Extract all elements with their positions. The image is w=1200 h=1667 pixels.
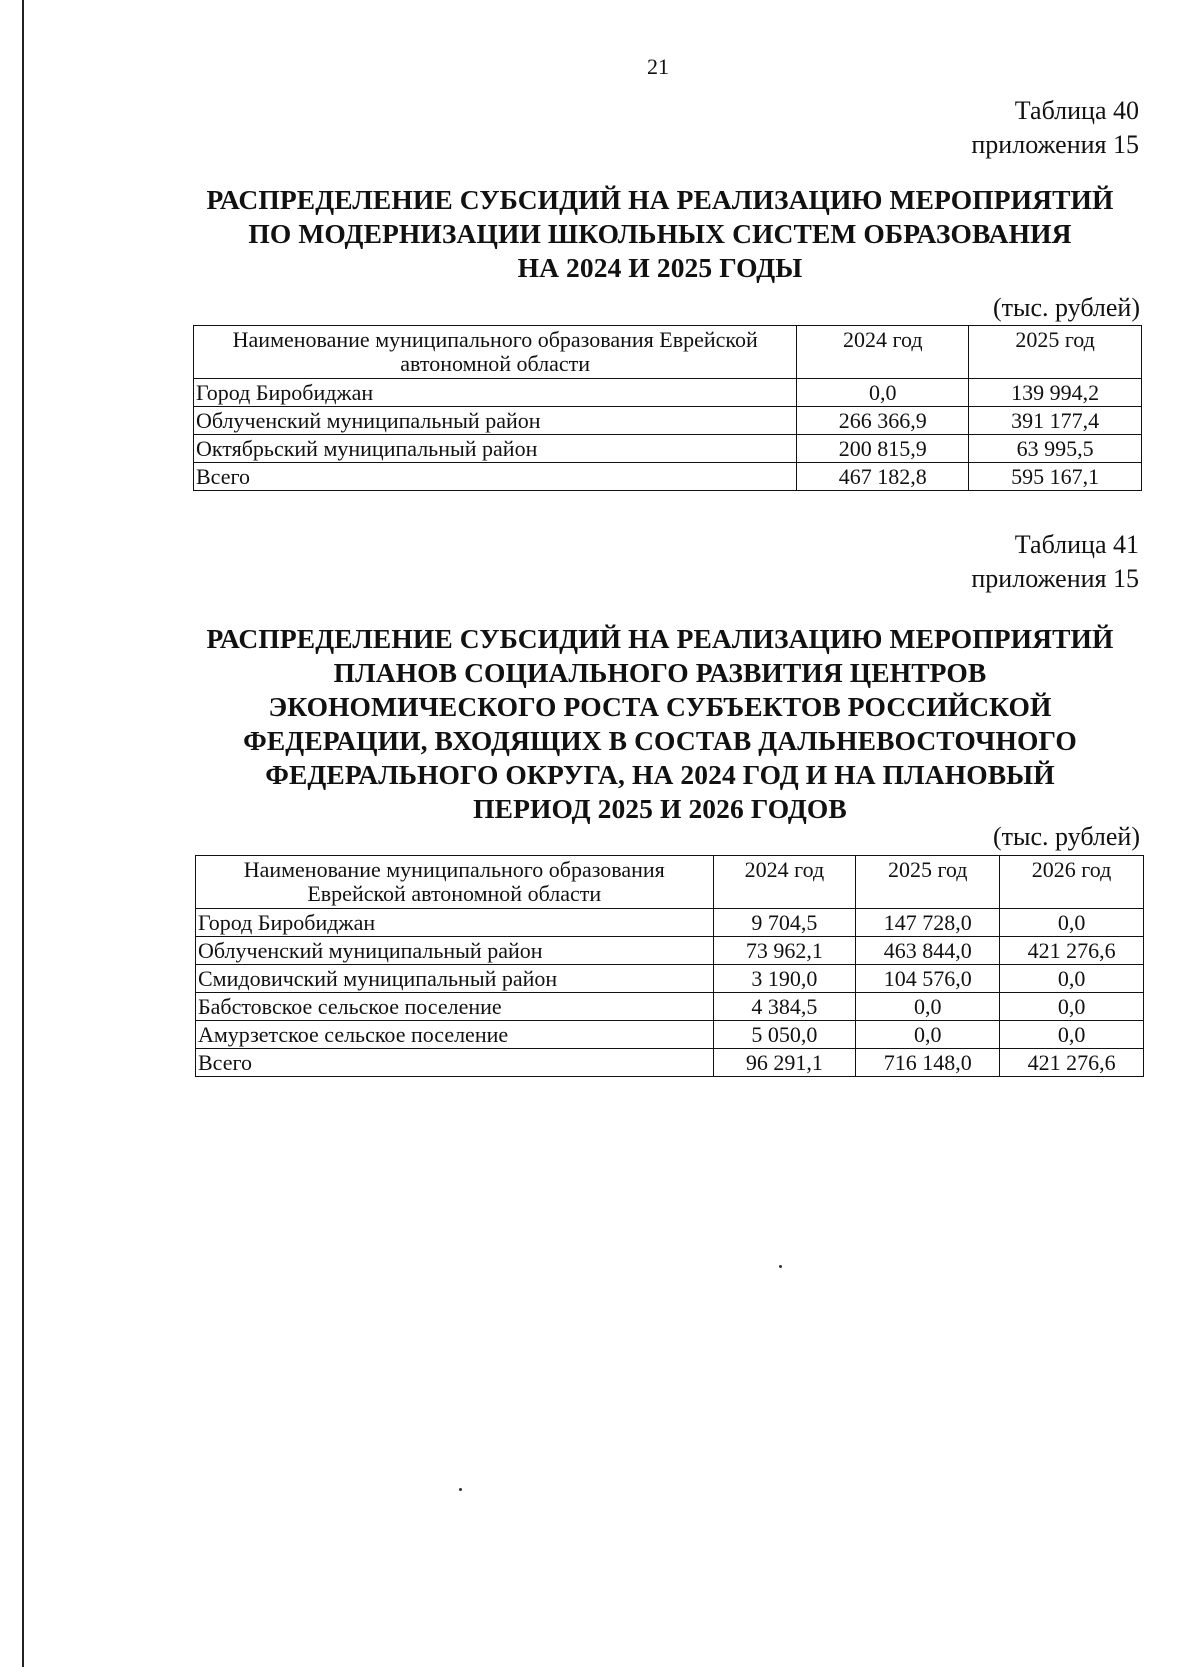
table41-title-line: ФЕДЕРАЛЬНОГО ОКРУГА, НА 2024 ГОД И НА ПЛАНОВЫЙ bbox=[265, 759, 1055, 790]
table40-cell-name: Город Биробиджан bbox=[194, 379, 797, 407]
table40-unit: (тыс. рублей) bbox=[992, 293, 1140, 322]
table41-header-row bbox=[196, 856, 1144, 909]
table-row bbox=[194, 435, 1142, 463]
table41-caption-appendix: приложения 15 bbox=[971, 564, 1139, 593]
table41-cell-2026: 0,0 bbox=[1000, 965, 1144, 993]
table41-cell-2024: 73 962,1 bbox=[713, 937, 856, 965]
table41-title-line: РАСПРЕДЕЛЕНИЕ СУБСИДИЙ НА РЕАЛИЗАЦИЮ МЕРОПРИЯТИЙ bbox=[206, 623, 1114, 654]
table40-title-line: РАСПРЕДЕЛЕНИЕ СУБСИДИЙ НА РЕАЛИЗАЦИЮ МЕРОПРИЯТИЙ bbox=[206, 184, 1114, 215]
table41-unit: (тыс. рублей) bbox=[992, 822, 1140, 851]
table40-cell-2024: 467 182,8 bbox=[797, 463, 969, 491]
table41-cell-2024: 9 704,5 bbox=[713, 909, 856, 937]
table41-header-2024: 2024 год bbox=[713, 856, 856, 909]
table41-cell-2024: 3 190,0 bbox=[713, 965, 856, 993]
table41-cell-2025: 716 148,0 bbox=[856, 1049, 1000, 1077]
table41-cell-name: Облученский муниципальный район bbox=[196, 937, 714, 965]
table41-cell-2024: 4 384,5 bbox=[713, 993, 856, 1021]
table40 bbox=[193, 325, 1142, 491]
table40-cell-2025: 595 167,1 bbox=[969, 463, 1142, 491]
table41-header-2026: 2026 год bbox=[1000, 856, 1144, 909]
table41-cell-name: Бабстовское сельское поселение bbox=[196, 993, 714, 1021]
table41-caption-number: Таблица 41 bbox=[1014, 530, 1139, 559]
table-row bbox=[196, 909, 1144, 937]
table-row bbox=[196, 965, 1144, 993]
table41-cell-2026: 421 276,6 bbox=[1000, 937, 1144, 965]
page-number: 21 bbox=[647, 54, 669, 79]
table41-title-line: ПЕРИОД 2025 И 2026 ГОДОВ bbox=[473, 793, 847, 824]
scan-speck bbox=[779, 1265, 782, 1268]
table41-cell-name: Всего bbox=[196, 1049, 714, 1077]
table41-title-line: ЭКОНОМИЧЕСКОГО РОСТА СУБЪЕКТОВ РОССИЙСКОЙ bbox=[268, 691, 1052, 722]
table41-cell-2025: 0,0 bbox=[856, 993, 1000, 1021]
table40-cell-2025: 139 994,2 bbox=[969, 379, 1142, 407]
table41-cell-2025: 0,0 bbox=[856, 1021, 1000, 1049]
table40-header-2024: 2024 год bbox=[797, 326, 969, 379]
table-row-total bbox=[196, 1049, 1144, 1077]
table41-cell-name: Амурзетское сельское поселение bbox=[196, 1021, 714, 1049]
table41-header-2025: 2025 год bbox=[856, 856, 1000, 909]
table40-title bbox=[180, 183, 1140, 285]
table40-cell-name: Всего bbox=[194, 463, 797, 491]
table41-title bbox=[180, 622, 1140, 826]
table-row-total bbox=[194, 463, 1142, 491]
table41-caption bbox=[971, 528, 1139, 596]
scan-speck bbox=[459, 1488, 462, 1491]
table41-cell-2025: 463 844,0 bbox=[856, 937, 1000, 965]
table40-cell-2024: 266 366,9 bbox=[797, 407, 969, 435]
table-row bbox=[194, 379, 1142, 407]
table-row bbox=[196, 937, 1144, 965]
table-row bbox=[196, 1021, 1144, 1049]
table40-title-line: НА 2024 И 2025 ГОДЫ bbox=[517, 252, 803, 283]
table41-cell-2025: 104 576,0 bbox=[856, 965, 1000, 993]
table41-cell-name: Город Биробиджан bbox=[196, 909, 714, 937]
table40-caption-number: Таблица 40 bbox=[1014, 96, 1139, 125]
table40-cell-name: Октябрьский муниципальный район bbox=[194, 435, 797, 463]
table41-cell-2024: 5 050,0 bbox=[713, 1021, 856, 1049]
table41-cell-2026: 421 276,6 bbox=[1000, 1049, 1144, 1077]
table40-caption-appendix: приложения 15 bbox=[971, 130, 1139, 159]
table41-title-line: ПЛАНОВ СОЦИАЛЬНОГО РАЗВИТИЯ ЦЕНТРОВ bbox=[333, 657, 987, 688]
table-row bbox=[196, 993, 1144, 1021]
table40-cell-2025: 63 995,5 bbox=[969, 435, 1142, 463]
table41-header-name: Наименование муниципального образования Еврейской автономной области bbox=[196, 856, 714, 909]
table40-header-2025: 2025 год bbox=[969, 326, 1142, 379]
table40-cell-2025: 391 177,4 bbox=[969, 407, 1142, 435]
table40-title-line: ПО МОДЕРНИЗАЦИИ ШКОЛЬНЫХ СИСТЕМ ОБРАЗОВАНИЯ bbox=[248, 218, 1072, 249]
table41-cell-2025: 147 728,0 bbox=[856, 909, 1000, 937]
table40-cell-2024: 0,0 bbox=[797, 379, 969, 407]
table-row bbox=[194, 407, 1142, 435]
table41-cell-2024: 96 291,1 bbox=[713, 1049, 856, 1077]
table41-cell-name: Смидовичский муниципальный район bbox=[196, 965, 714, 993]
table40-header-row bbox=[194, 326, 1142, 379]
table41-cell-2026: 0,0 bbox=[1000, 1021, 1144, 1049]
table40-cell-2024: 200 815,9 bbox=[797, 435, 969, 463]
table41 bbox=[195, 855, 1144, 1077]
scan-margin-line bbox=[22, 0, 24, 1667]
table41-cell-2026: 0,0 bbox=[1000, 993, 1144, 1021]
table40-header-name: Наименование муниципального образования Еврейской автономной области bbox=[194, 326, 797, 379]
table41-cell-2026: 0,0 bbox=[1000, 909, 1144, 937]
table40-cell-name: Облученский муниципальный район bbox=[194, 407, 797, 435]
table40-caption bbox=[971, 94, 1139, 162]
table41-title-line: ФЕДЕРАЦИИ, ВХОДЯЩИХ В СОСТАВ ДАЛЬНЕВОСТОЧНОГО bbox=[243, 725, 1077, 756]
